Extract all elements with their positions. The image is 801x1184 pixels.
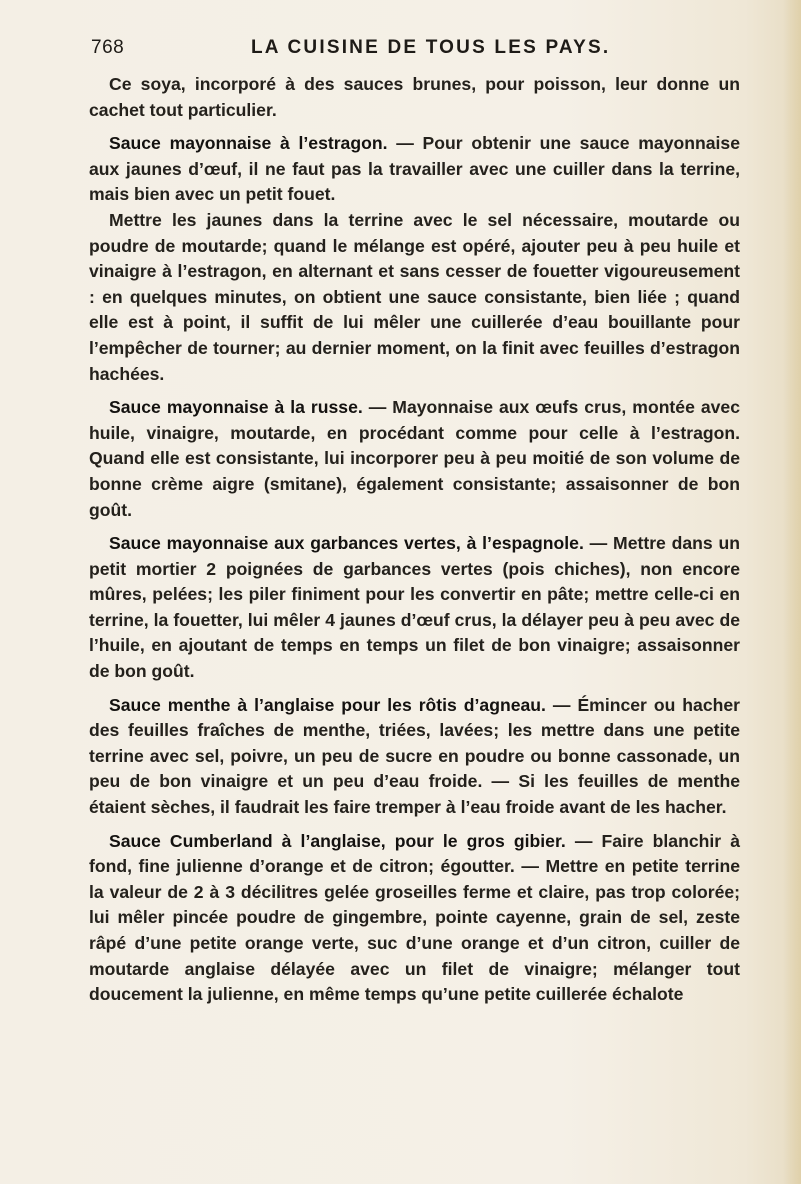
paragraph-body: — Pour obtenir une sauce mayonnaise aux jaunes d’œuf, il ne faut pas la travailler avec une cuiller dans la terrine, mais bien avec un petit fouet. <box>89 133 740 205</box>
main-text <box>89 72 740 1008</box>
page-edge-shadow <box>783 0 801 1184</box>
paragraph-sauce-menthe <box>89 693 740 821</box>
recipe-title: Sauce Cumberland à l’anglaise, pour le gros gibier. <box>109 830 566 851</box>
paragraph-body: Mettre les jaunes dans la terrine avec le sel nécessaire, moutarde ou poudre de moutarde; quand le mélange est opéré, ajouter peu à peu huile et vinaigre à l’estragon, en alternant et sans cesser de fouetter vigoureusement : en quelques minutes, on obtient une sauce consistante, bien liée ; quand elle est à point, il suffit de lui mêler une cuillerée d’eau bouillante pour l’empêcher de tourner; au dernier moment, on la finit avec feuilles d’estragon hachées. <box>89 209 740 384</box>
recipe-title: Sauce mayonnaise à la russe. <box>109 397 363 418</box>
paragraph-mayonnaise-russe <box>89 395 740 523</box>
recipe-title: Sauce menthe à l’anglaise pour les rôtis d’agneau. <box>109 694 546 715</box>
paragraph-mayonnaise-method <box>89 208 740 387</box>
paragraph-body: Ce soya, incorporé à des sauces brunes, pour poisson, leur donne un cachet tout particulier. <box>89 74 740 120</box>
paragraph-mayonnaise-estragon <box>89 131 740 208</box>
paragraph-body: — Faire blanchir à fond, fine julienne d’orange et de citron; égoutter. — Mettre en petite terrine la valeur de 2 à 3 décilitres gelée groseilles ferme et claire, pas trop colorée; lui mêler pincée poudre de gingembre, pointe cayenne, grain de sel, zeste râpé d’une petite orange verte, suc d’une orange et d’un citron, cuiller de moutarde anglaise délayée avec un filet de vinaigre; mélanger tout doucement la julienne, en même temps qu’une petite cuillerée échalote <box>89 830 740 1005</box>
recipe-title: Sauce mayonnaise aux garbances vertes, à l’espagnole. <box>109 533 584 554</box>
paragraph-body: — Mayonnaise aux œufs crus, montée avec huile, vinaigre, moutarde, en procédant comme pour celle à l’estragon. Quand elle est consistante, lui incorporer peu à peu moitié de son volume de bonne crème aigre (smitane), également consistante; assaisonner de bon goût. <box>89 397 740 520</box>
page-number: 768 <box>91 37 125 58</box>
paragraph-mayonnaise-garbances <box>89 531 740 685</box>
recipe-title: Sauce mayonnaise à l’estragon. <box>109 133 388 154</box>
page-header <box>91 37 739 63</box>
paragraph-sauce-cumberland <box>89 829 740 1008</box>
paragraph-soya <box>89 72 740 123</box>
paragraph-body: — Émincer ou hacher des feuilles fraîches de menthe, triées, lavées; les mettre dans une petite terrine avec sel, poivre, un peu de sucre en poudre ou bonne cassonade, un peu de bon vinaigre et un peu d’eau froide. — Si les feuilles de menthe étaient sèches, il faudrait les faire tremper à l’eau froide avant de les hacher. <box>89 694 740 818</box>
running-title: LA CUISINE DE TOUS LES PAYS. <box>251 37 611 58</box>
paragraph-body: — Mettre dans un petit mortier 2 poignées de garbances vertes (pois chiches), non encore mûres, pelées; les piler finiment pour les convertir en pâte; mettre celle-ci en terrine, la fouetter, lui mêler 4 jaunes d’œuf crus, la délayer peu à peu avec de l’huile, en ajoutant de temps en temps un filet de bon vinaigre; assaisonner de bon goût. <box>89 533 740 682</box>
